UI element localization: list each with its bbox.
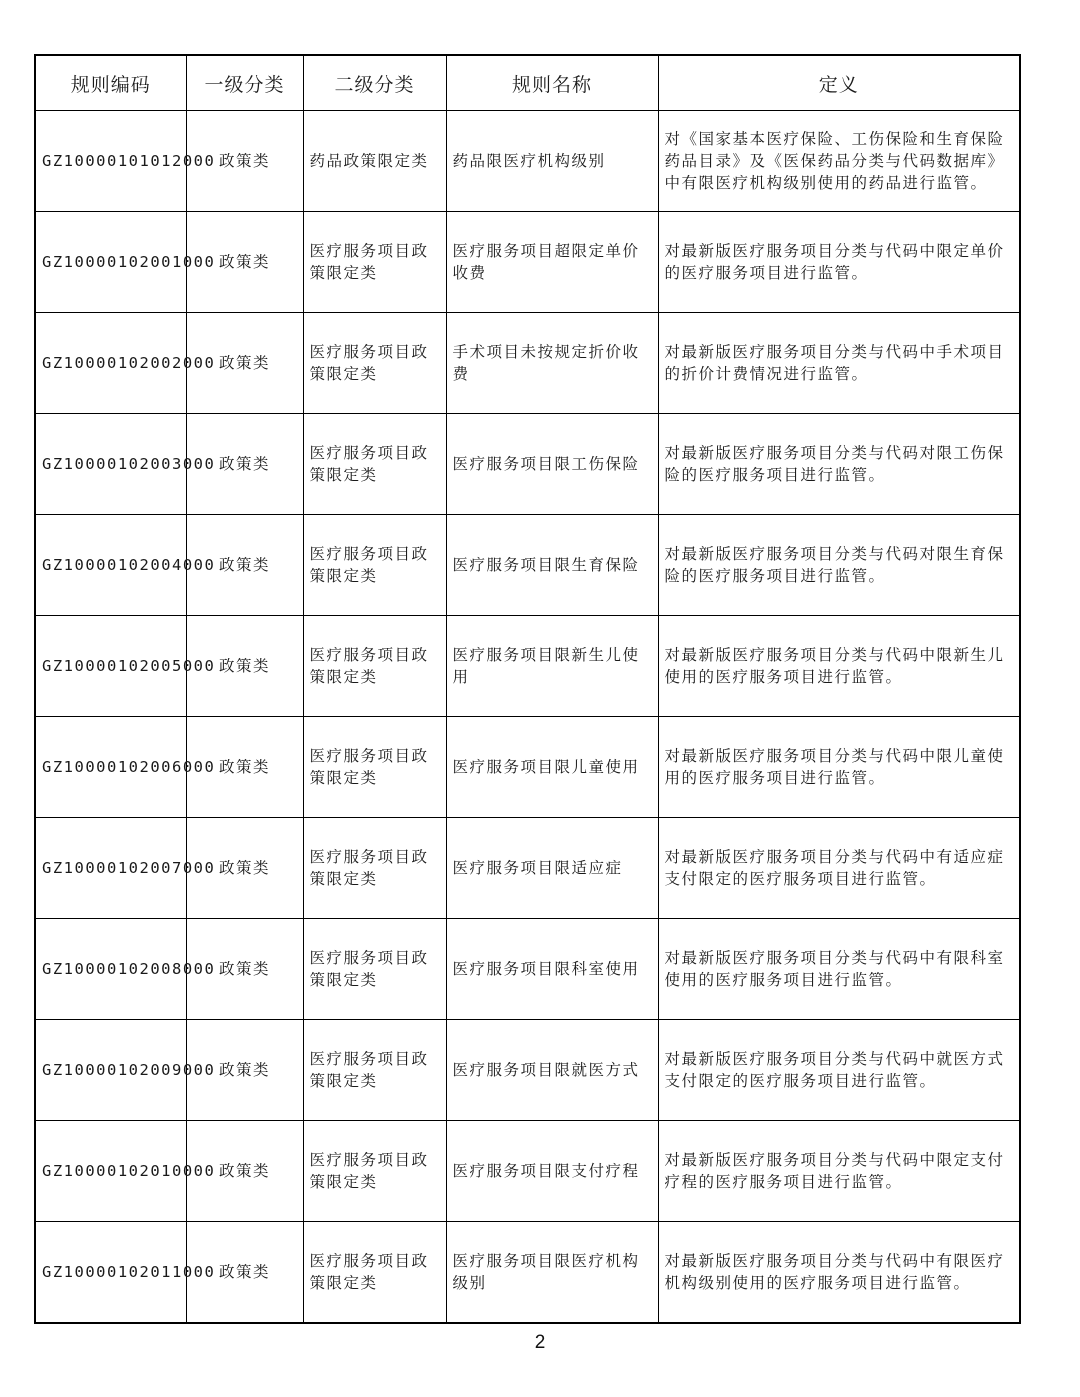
table-row bbox=[35, 414, 1020, 515]
header-rule-name: 规则名称 bbox=[446, 55, 658, 111]
rule-code-cell: GZ10000102003000 bbox=[35, 414, 186, 515]
definition-cell: 对最新版医疗服务项目分类与代码对限工伤保险的医疗服务项目进行监管。 bbox=[658, 414, 1020, 515]
table-row bbox=[35, 313, 1020, 414]
level1-category-cell: 政策类 bbox=[186, 313, 303, 414]
rules-table bbox=[34, 54, 1021, 1324]
definition-cell: 对最新版医疗服务项目分类与代码中手术项目的折价计费情况进行监管。 bbox=[658, 313, 1020, 414]
header-level2-category: 二级分类 bbox=[303, 55, 446, 111]
definition-cell: 对最新版医疗服务项目分类与代码对限生育保险的医疗服务项目进行监管。 bbox=[658, 515, 1020, 616]
rule-code-cell: GZ10000102006000 bbox=[35, 717, 186, 818]
level2-category-cell: 医疗服务项目政策限定类 bbox=[303, 414, 446, 515]
rule-code-cell: GZ10000102004000 bbox=[35, 515, 186, 616]
rule-name-cell: 医疗服务项目超限定单价收费 bbox=[446, 212, 658, 313]
definition-cell: 对最新版医疗服务项目分类与代码中有适应症支付限定的医疗服务项目进行监管。 bbox=[658, 818, 1020, 919]
level2-category-cell: 医疗服务项目政策限定类 bbox=[303, 1020, 446, 1121]
level1-category-cell: 政策类 bbox=[186, 414, 303, 515]
definition-cell: 对《国家基本医疗保险、工伤保险和生育保险药品目录》及《医保药品分类与代码数据库》中有限医疗机构级别使用的药品进行监管。 bbox=[658, 111, 1020, 212]
rule-name-cell: 医疗服务项目限就医方式 bbox=[446, 1020, 658, 1121]
rule-code-cell: GZ10000102008000 bbox=[35, 919, 186, 1020]
rule-name-cell: 医疗服务项目限生育保险 bbox=[446, 515, 658, 616]
rule-name-cell: 医疗服务项目限新生儿使用 bbox=[446, 616, 658, 717]
definition-cell: 对最新版医疗服务项目分类与代码中限定支付疗程的医疗服务项目进行监管。 bbox=[658, 1121, 1020, 1222]
level2-category-cell: 医疗服务项目政策限定类 bbox=[303, 212, 446, 313]
level2-category-cell: 医疗服务项目政策限定类 bbox=[303, 313, 446, 414]
table-row bbox=[35, 818, 1020, 919]
document-page bbox=[34, 54, 1019, 1324]
table-row bbox=[35, 1121, 1020, 1222]
level2-category-cell: 医疗服务项目政策限定类 bbox=[303, 515, 446, 616]
level2-category-cell: 医疗服务项目政策限定类 bbox=[303, 616, 446, 717]
rule-name-cell: 药品限医疗机构级别 bbox=[446, 111, 658, 212]
definition-cell: 对最新版医疗服务项目分类与代码中限新生儿使用的医疗服务项目进行监管。 bbox=[658, 616, 1020, 717]
table-body bbox=[35, 111, 1020, 1324]
definition-cell: 对最新版医疗服务项目分类与代码中有限医疗机构级别使用的医疗服务项目进行监管。 bbox=[658, 1222, 1020, 1324]
level1-category-cell: 政策类 bbox=[186, 919, 303, 1020]
rule-code-cell: GZ10000102011000 bbox=[35, 1222, 186, 1324]
header-row bbox=[35, 55, 1020, 111]
rule-code-cell: GZ10000102002000 bbox=[35, 313, 186, 414]
header-level1-category: 一级分类 bbox=[186, 55, 303, 111]
rule-name-cell: 医疗服务项目限儿童使用 bbox=[446, 717, 658, 818]
table-row bbox=[35, 1020, 1020, 1121]
header-rule-code: 规则编码 bbox=[35, 55, 186, 111]
level1-category-cell: 政策类 bbox=[186, 616, 303, 717]
level1-category-cell: 政策类 bbox=[186, 717, 303, 818]
table-header bbox=[35, 55, 1020, 111]
definition-cell: 对最新版医疗服务项目分类与代码中限儿童使用的医疗服务项目进行监管。 bbox=[658, 717, 1020, 818]
table-row bbox=[35, 717, 1020, 818]
level1-category-cell: 政策类 bbox=[186, 1121, 303, 1222]
rule-name-cell: 医疗服务项目限科室使用 bbox=[446, 919, 658, 1020]
table-row bbox=[35, 212, 1020, 313]
level2-category-cell: 医疗服务项目政策限定类 bbox=[303, 919, 446, 1020]
table-row bbox=[35, 616, 1020, 717]
definition-cell: 对最新版医疗服务项目分类与代码中限定单价的医疗服务项目进行监管。 bbox=[658, 212, 1020, 313]
level1-category-cell: 政策类 bbox=[186, 212, 303, 313]
level2-category-cell: 医疗服务项目政策限定类 bbox=[303, 1121, 446, 1222]
rule-name-cell: 医疗服务项目限支付疗程 bbox=[446, 1121, 658, 1222]
rule-code-cell: GZ10000101012000 bbox=[35, 111, 186, 212]
level1-category-cell: 政策类 bbox=[186, 515, 303, 616]
level2-category-cell: 药品政策限定类 bbox=[303, 111, 446, 212]
table-row bbox=[35, 1222, 1020, 1324]
level2-category-cell: 医疗服务项目政策限定类 bbox=[303, 717, 446, 818]
level2-category-cell: 医疗服务项目政策限定类 bbox=[303, 818, 446, 919]
page-number: 2 bbox=[534, 1332, 546, 1353]
rule-code-cell: GZ10000102009000 bbox=[35, 1020, 186, 1121]
rule-code-cell: GZ10000102005000 bbox=[35, 616, 186, 717]
rule-code-cell: GZ10000102007000 bbox=[35, 818, 186, 919]
definition-cell: 对最新版医疗服务项目分类与代码中就医方式支付限定的医疗服务项目进行监管。 bbox=[658, 1020, 1020, 1121]
table-row bbox=[35, 111, 1020, 212]
level2-category-cell: 医疗服务项目政策限定类 bbox=[303, 1222, 446, 1324]
rule-name-cell: 医疗服务项目限工伤保险 bbox=[446, 414, 658, 515]
rule-name-cell: 手术项目未按规定折价收费 bbox=[446, 313, 658, 414]
level1-category-cell: 政策类 bbox=[186, 1020, 303, 1121]
table-row bbox=[35, 515, 1020, 616]
rule-code-cell: GZ10000102010000 bbox=[35, 1121, 186, 1222]
header-definition: 定义 bbox=[658, 55, 1020, 111]
level1-category-cell: 政策类 bbox=[186, 1222, 303, 1324]
rule-name-cell: 医疗服务项目限医疗机构级别 bbox=[446, 1222, 658, 1324]
definition-cell: 对最新版医疗服务项目分类与代码中有限科室使用的医疗服务项目进行监管。 bbox=[658, 919, 1020, 1020]
level1-category-cell: 政策类 bbox=[186, 111, 303, 212]
table-row bbox=[35, 919, 1020, 1020]
level1-category-cell: 政策类 bbox=[186, 818, 303, 919]
rule-name-cell: 医疗服务项目限适应症 bbox=[446, 818, 658, 919]
rule-code-cell: GZ10000102001000 bbox=[35, 212, 186, 313]
